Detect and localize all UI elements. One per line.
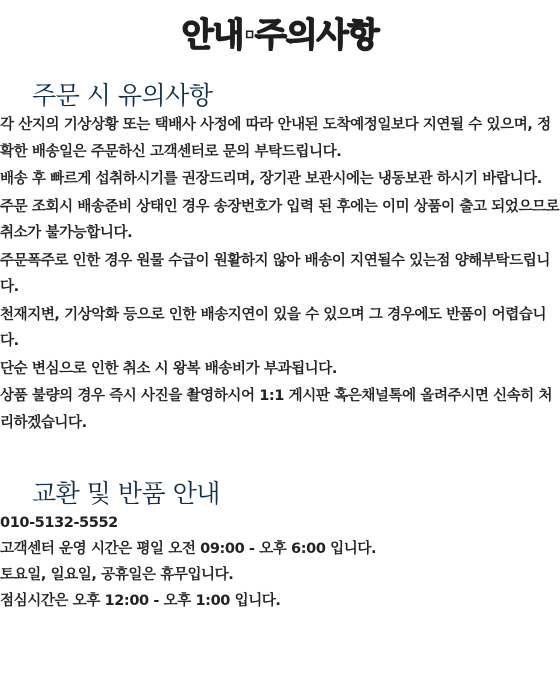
list-item-text: 단순 변심으로 인한 취소 시 왕복 배송비가 부과됩니다.	[0, 360, 337, 377]
list-item	[0, 112, 560, 165]
list-item-text: 각 산지의 기상상황 또는 택배사 사정에 따라 안내된 도착예정일보다 지연될 수 있으며, 정확한 배송일은 주문하신 고객센터로 문의 부탁드립니다.	[0, 117, 551, 160]
phone-number-item	[0, 510, 560, 536]
list-item-text: 고객센터 운영 시간은 평일 오전 09:00 - 오후 6:00 입니다.	[0, 541, 377, 557]
order-notes-heading: 주문 시 유의사항	[32, 81, 213, 110]
list-item-text: 토요일, 일요일, 공휴일은 휴무입니다.	[0, 567, 234, 583]
list-item	[0, 356, 560, 383]
list-item-text: 점심시간은 오후 12:00 - 오후 1:00 입니다.	[0, 593, 281, 609]
list-item-text: 상품 불량의 경우 즉시 사진을 촬영하시어 1:1 게시판 혹은채널톡에 올려주시면 신속히 처리하겠습니다.	[0, 388, 553, 431]
list-item	[0, 588, 560, 614]
list-item	[0, 302, 560, 355]
list-item	[0, 248, 560, 301]
phone-number: 010-5132-5552	[0, 515, 118, 531]
list-item-text: 주문 조회시 배송준비 상태인 경우 송장번호가 입력 된 후에는 이미 상품이 출고 되었으므로 취소가 불가능합니다.	[0, 198, 560, 241]
list-item-text: 주문폭주로 인한 경우 원물 수급이 원활하지 않아 배송이 지연될수 있는점 양해부탁드립니다.	[0, 252, 550, 295]
list-item-text: 배송 후 빠르게 섭취하시기를 권장드리며, 장기관 보관시에는 냉동보관 하시기 바랍니다.	[0, 171, 542, 187]
list-item	[0, 194, 560, 247]
list-item	[0, 562, 560, 588]
list-item	[0, 536, 560, 562]
list-item-text: 천재지변, 기상악화 등으로 인한 배송지연이 있을 수 있으며 그 경우에도 반품이 어렵습니다.	[0, 306, 547, 349]
page-title: 안내·주의사항	[181, 15, 379, 54]
exchange-return-heading: 교환 및 반품 안내	[32, 479, 220, 508]
exchange-return-list	[0, 510, 560, 614]
list-item	[0, 383, 560, 436]
list-item	[0, 166, 560, 193]
order-notes-list	[0, 112, 560, 436]
